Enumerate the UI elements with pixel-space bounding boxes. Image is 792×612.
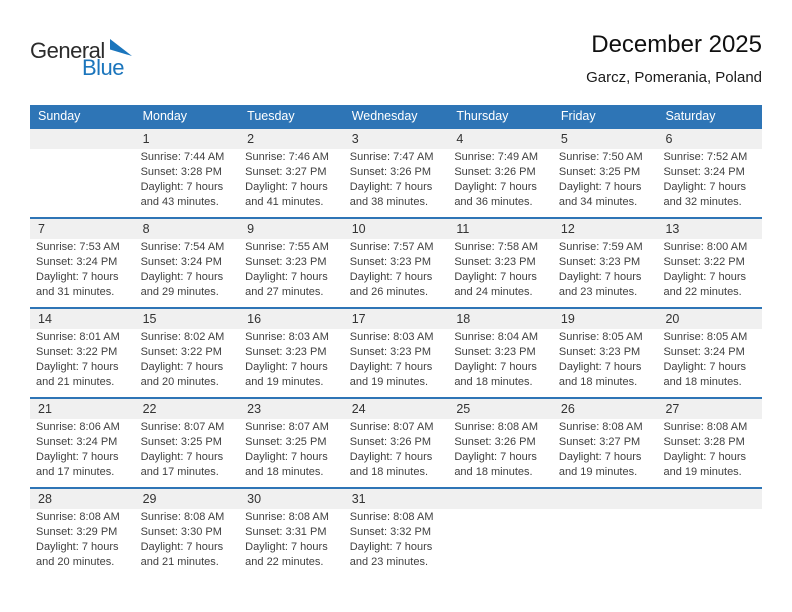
day-details <box>135 509 240 570</box>
weekday-header-saturday: Saturday <box>665 109 716 123</box>
sunrise-text: Sunrise: 8:05 AM <box>558 331 643 343</box>
daylight-line1: Daylight: 7 hours <box>245 181 328 193</box>
day-details <box>657 239 762 300</box>
daylight-line1: Daylight: 7 hours <box>349 181 433 193</box>
sunset-text: Sunset: 3:23 PM <box>558 256 641 268</box>
sunset-text: Sunset: 3:24 PM <box>36 436 118 448</box>
daylight-line2: and 36 minutes. <box>454 196 533 208</box>
day-details <box>135 149 240 210</box>
daylight-line1: Daylight: 7 hours <box>558 361 642 373</box>
sunset-text: Sunset: 3:24 PM <box>140 256 222 268</box>
sunrise-text: Sunrise: 7:57 AM <box>349 241 434 253</box>
weekday-header-friday: Friday <box>560 109 596 123</box>
day-details <box>344 239 449 300</box>
day-details <box>30 419 135 480</box>
page-header <box>30 30 762 100</box>
sunrise-text: Sunrise: 7:54 AM <box>140 241 225 253</box>
sunset-text: Sunset: 3:31 PM <box>245 526 327 538</box>
day-number: 1 <box>135 129 240 149</box>
day-details <box>344 329 449 390</box>
daylight-line2: and 38 minutes. <box>349 196 429 208</box>
day-number: 10 <box>344 219 449 239</box>
daylight-line1: Daylight: 7 hours <box>245 541 328 553</box>
day-cell <box>553 489 658 577</box>
daylight-line2: and 20 minutes. <box>140 376 219 388</box>
daylight-line2: and 18 minutes. <box>558 376 638 388</box>
daylight-line2: and 23 minutes. <box>558 286 638 298</box>
day-number: 13 <box>657 219 762 239</box>
day-cell <box>657 309 762 397</box>
day-cell <box>553 219 658 307</box>
daylight-line2: and 27 minutes. <box>245 286 324 298</box>
daylight-line1: Daylight: 7 hours <box>140 271 224 283</box>
daylight-line1: Daylight: 7 hours <box>349 541 433 553</box>
day-details <box>239 509 344 570</box>
day-details <box>657 149 762 210</box>
day-details <box>448 509 553 510</box>
daylight-line1: Daylight: 7 hours <box>663 271 747 283</box>
daylight-line2: and 24 minutes. <box>454 286 533 298</box>
daylight-line2: and 18 minutes. <box>663 376 742 388</box>
day-number: 7 <box>30 219 135 239</box>
daylight-line1: Daylight: 7 hours <box>140 451 224 463</box>
day-cell <box>239 129 344 217</box>
day-cell <box>553 129 658 217</box>
day-cell <box>239 309 344 397</box>
logo-triangle-icon <box>110 39 132 56</box>
day-details <box>30 509 135 570</box>
sunset-text: Sunset: 3:22 PM <box>663 256 745 268</box>
day-number: 19 <box>553 309 658 329</box>
sunrise-text: Sunrise: 8:06 AM <box>36 421 120 433</box>
day-cell <box>553 309 658 397</box>
day-cell <box>657 399 762 487</box>
day-details <box>344 509 449 570</box>
daylight-line2: and 18 minutes. <box>245 466 324 478</box>
sunset-text: Sunset: 3:26 PM <box>349 166 432 178</box>
sunrise-text: Sunrise: 8:08 AM <box>349 511 434 523</box>
sunrise-text: Sunrise: 7:55 AM <box>245 241 329 253</box>
week-row <box>30 307 762 397</box>
day-cell <box>135 489 240 577</box>
sunset-text: Sunset: 3:24 PM <box>663 346 745 358</box>
daylight-line1: Daylight: 7 hours <box>454 271 537 283</box>
daylight-line2: and 21 minutes. <box>36 376 115 388</box>
sunrise-text: Sunrise: 7:58 AM <box>454 241 539 253</box>
sunset-text: Sunset: 3:25 PM <box>245 436 327 448</box>
sunrise-text: Sunrise: 8:04 AM <box>454 331 539 343</box>
day-details <box>239 149 344 210</box>
sunrise-text: Sunrise: 7:50 AM <box>558 151 643 163</box>
day-details <box>344 419 449 480</box>
daylight-line2: and 34 minutes. <box>558 196 638 208</box>
daylight-line1: Daylight: 7 hours <box>454 451 537 463</box>
daylight-line1: Daylight: 7 hours <box>36 541 119 553</box>
daylight-line2: and 32 minutes. <box>663 196 742 208</box>
sunrise-text: Sunrise: 8:02 AM <box>140 331 225 343</box>
sunrise-text: Sunrise: 7:46 AM <box>245 151 329 163</box>
sunrise-text: Sunrise: 8:03 AM <box>245 331 329 343</box>
day-cell <box>657 489 762 577</box>
day-number: 25 <box>448 399 553 419</box>
daylight-line2: and 19 minutes. <box>558 466 638 478</box>
day-details <box>135 329 240 390</box>
sunset-text: Sunset: 3:26 PM <box>349 436 432 448</box>
logo-text-blue: Blue <box>82 55 125 80</box>
day-number: 16 <box>239 309 344 329</box>
sunset-text: Sunset: 3:28 PM <box>140 166 222 178</box>
day-number: 26 <box>553 399 658 419</box>
day-number: 28 <box>30 489 135 509</box>
day-number: 3 <box>344 129 449 149</box>
daylight-line1: Daylight: 7 hours <box>349 271 433 283</box>
week-row <box>30 127 762 217</box>
week-row <box>30 487 762 577</box>
day-number <box>448 489 553 509</box>
daylight-line1: Daylight: 7 hours <box>245 451 328 463</box>
day-details <box>344 149 449 210</box>
day-details <box>553 149 658 210</box>
day-number: 20 <box>657 309 762 329</box>
day-number: 6 <box>657 129 762 149</box>
day-cell <box>344 219 449 307</box>
daylight-line1: Daylight: 7 hours <box>140 541 224 553</box>
daylight-line1: Daylight: 7 hours <box>36 451 119 463</box>
day-details <box>239 329 344 390</box>
sunset-text: Sunset: 3:23 PM <box>454 256 536 268</box>
daylight-line2: and 43 minutes. <box>140 196 219 208</box>
day-number: 17 <box>344 309 449 329</box>
daylight-line1: Daylight: 7 hours <box>36 271 119 283</box>
title-block <box>342 30 762 88</box>
sunrise-text: Sunrise: 7:44 AM <box>140 151 225 163</box>
day-details <box>553 329 658 390</box>
week-row <box>30 217 762 307</box>
daylight-line2: and 19 minutes. <box>245 376 324 388</box>
weekday-header-tuesday: Tuesday <box>247 109 295 123</box>
day-cell <box>448 309 553 397</box>
sunset-text: Sunset: 3:26 PM <box>454 166 536 178</box>
day-number <box>657 489 762 509</box>
logo-text-general: General <box>30 38 105 63</box>
day-number: 12 <box>553 219 658 239</box>
day-details <box>135 239 240 300</box>
day-cell <box>448 399 553 487</box>
calendar-grid <box>30 105 762 577</box>
daylight-line2: and 19 minutes. <box>349 376 429 388</box>
day-number: 15 <box>135 309 240 329</box>
day-cell <box>135 129 240 217</box>
weekday-header-thursday: Thursday <box>456 109 509 123</box>
sunrise-text: Sunrise: 8:08 AM <box>663 421 748 433</box>
daylight-line2: and 41 minutes. <box>245 196 324 208</box>
day-cell <box>657 129 762 217</box>
day-details <box>657 419 762 480</box>
day-details <box>239 419 344 480</box>
day-details <box>657 329 762 390</box>
day-cell <box>344 399 449 487</box>
day-cell <box>344 309 449 397</box>
sunrise-text: Sunrise: 8:03 AM <box>349 331 434 343</box>
sunset-text: Sunset: 3:26 PM <box>454 436 536 448</box>
weekday-header-monday: Monday <box>142 109 188 123</box>
sunrise-text: Sunrise: 7:47 AM <box>349 151 434 163</box>
day-cell <box>448 489 553 577</box>
sunset-text: Sunset: 3:29 PM <box>36 526 118 538</box>
week-row <box>30 397 762 487</box>
day-number: 4 <box>448 129 553 149</box>
daylight-line2: and 29 minutes. <box>140 286 219 298</box>
daylight-line2: and 22 minutes. <box>663 286 742 298</box>
sunset-text: Sunset: 3:24 PM <box>36 256 118 268</box>
day-cell <box>344 129 449 217</box>
daylight-line2: and 19 minutes. <box>663 466 742 478</box>
sunset-text: Sunset: 3:24 PM <box>663 166 745 178</box>
day-cell <box>135 399 240 487</box>
daylight-line1: Daylight: 7 hours <box>349 451 433 463</box>
day-number: 27 <box>657 399 762 419</box>
day-number: 24 <box>344 399 449 419</box>
daylight-line1: Daylight: 7 hours <box>663 451 747 463</box>
day-number: 31 <box>344 489 449 509</box>
daylight-line2: and 20 minutes. <box>36 556 115 568</box>
sunrise-text: Sunrise: 7:59 AM <box>558 241 643 253</box>
day-number: 5 <box>553 129 658 149</box>
day-cell <box>239 219 344 307</box>
day-details <box>135 419 240 480</box>
daylight-line1: Daylight: 7 hours <box>558 181 642 193</box>
weekday-header-row <box>30 105 762 127</box>
daylight-line1: Daylight: 7 hours <box>663 361 747 373</box>
sunset-text: Sunset: 3:23 PM <box>245 346 327 358</box>
day-details <box>448 239 553 300</box>
page-subtitle: Garcz, Pomerania, Poland <box>586 69 762 86</box>
day-cell <box>657 219 762 307</box>
sunset-text: Sunset: 3:23 PM <box>454 346 536 358</box>
weekday-header-wednesday: Wednesday <box>351 109 418 123</box>
day-number: 9 <box>239 219 344 239</box>
daylight-line1: Daylight: 7 hours <box>245 361 328 373</box>
day-details <box>448 329 553 390</box>
daylight-line2: and 18 minutes. <box>454 466 533 478</box>
day-cell <box>30 489 135 577</box>
daylight-line2: and 17 minutes. <box>140 466 219 478</box>
daylight-line1: Daylight: 7 hours <box>454 361 537 373</box>
day-cell <box>30 129 135 217</box>
sunset-text: Sunset: 3:32 PM <box>349 526 432 538</box>
day-details <box>448 149 553 210</box>
daylight-line1: Daylight: 7 hours <box>36 361 119 373</box>
day-number: 23 <box>239 399 344 419</box>
day-cell <box>30 219 135 307</box>
day-number: 2 <box>239 129 344 149</box>
sunset-text: Sunset: 3:23 PM <box>349 256 432 268</box>
sunset-text: Sunset: 3:27 PM <box>245 166 327 178</box>
day-cell <box>448 219 553 307</box>
page-title: December 2025 <box>591 31 762 58</box>
day-cell <box>239 489 344 577</box>
sunrise-text: Sunrise: 8:08 AM <box>140 511 225 523</box>
day-number: 11 <box>448 219 553 239</box>
day-details <box>553 239 658 300</box>
daylight-line1: Daylight: 7 hours <box>140 181 224 193</box>
day-number <box>553 489 658 509</box>
day-details <box>553 509 658 510</box>
day-details <box>30 329 135 390</box>
sunset-text: Sunset: 3:27 PM <box>558 436 641 448</box>
day-details <box>30 149 135 150</box>
daylight-line1: Daylight: 7 hours <box>140 361 224 373</box>
day-number: 18 <box>448 309 553 329</box>
sunset-text: Sunset: 3:23 PM <box>558 346 641 358</box>
sunrise-text: Sunrise: 8:05 AM <box>663 331 748 343</box>
day-cell <box>30 309 135 397</box>
sunset-text: Sunset: 3:25 PM <box>558 166 641 178</box>
daylight-line1: Daylight: 7 hours <box>558 271 642 283</box>
sunset-text: Sunset: 3:25 PM <box>140 436 222 448</box>
sunrise-text: Sunrise: 8:08 AM <box>36 511 120 523</box>
daylight-line2: and 26 minutes. <box>349 286 429 298</box>
sunset-text: Sunset: 3:28 PM <box>663 436 745 448</box>
weeks-container <box>30 127 762 577</box>
daylight-line1: Daylight: 7 hours <box>245 271 328 283</box>
day-cell <box>239 399 344 487</box>
sunrise-text: Sunrise: 8:08 AM <box>558 421 643 433</box>
sunset-text: Sunset: 3:22 PM <box>140 346 222 358</box>
day-cell <box>553 399 658 487</box>
sunset-text: Sunset: 3:22 PM <box>36 346 118 358</box>
sunrise-text: Sunrise: 8:07 AM <box>140 421 225 433</box>
day-details <box>239 239 344 300</box>
day-number: 30 <box>239 489 344 509</box>
sunrise-text: Sunrise: 7:49 AM <box>454 151 539 163</box>
day-details <box>448 419 553 480</box>
day-number: 21 <box>30 399 135 419</box>
daylight-line2: and 31 minutes. <box>36 286 115 298</box>
sunrise-text: Sunrise: 8:07 AM <box>349 421 434 433</box>
day-cell <box>344 489 449 577</box>
day-number: 22 <box>135 399 240 419</box>
day-number <box>30 129 135 149</box>
daylight-line1: Daylight: 7 hours <box>349 361 433 373</box>
sunrise-text: Sunrise: 8:08 AM <box>454 421 539 433</box>
day-cell <box>135 219 240 307</box>
day-details <box>657 509 762 510</box>
sunrise-text: Sunrise: 7:53 AM <box>36 241 120 253</box>
day-number: 29 <box>135 489 240 509</box>
sunrise-text: Sunrise: 8:00 AM <box>663 241 748 253</box>
sunrise-text: Sunrise: 7:52 AM <box>663 151 748 163</box>
day-cell <box>448 129 553 217</box>
day-number: 14 <box>30 309 135 329</box>
day-number: 8 <box>135 219 240 239</box>
general-blue-logo <box>30 38 150 94</box>
daylight-line2: and 17 minutes. <box>36 466 115 478</box>
daylight-line2: and 18 minutes. <box>454 376 533 388</box>
daylight-line1: Daylight: 7 hours <box>454 181 537 193</box>
sunrise-text: Sunrise: 8:07 AM <box>245 421 329 433</box>
day-cell <box>135 309 240 397</box>
daylight-line1: Daylight: 7 hours <box>558 451 642 463</box>
daylight-line2: and 21 minutes. <box>140 556 219 568</box>
daylight-line2: and 18 minutes. <box>349 466 429 478</box>
daylight-line1: Daylight: 7 hours <box>663 181 747 193</box>
sunrise-text: Sunrise: 8:08 AM <box>245 511 329 523</box>
sunrise-text: Sunrise: 8:01 AM <box>36 331 120 343</box>
weekday-header-sunday: Sunday <box>38 109 81 123</box>
day-details <box>553 419 658 480</box>
sunset-text: Sunset: 3:23 PM <box>349 346 432 358</box>
day-details <box>30 239 135 300</box>
day-cell <box>30 399 135 487</box>
daylight-line2: and 22 minutes. <box>245 556 324 568</box>
daylight-line2: and 23 minutes. <box>349 556 429 568</box>
sunset-text: Sunset: 3:23 PM <box>245 256 327 268</box>
sunset-text: Sunset: 3:30 PM <box>140 526 222 538</box>
